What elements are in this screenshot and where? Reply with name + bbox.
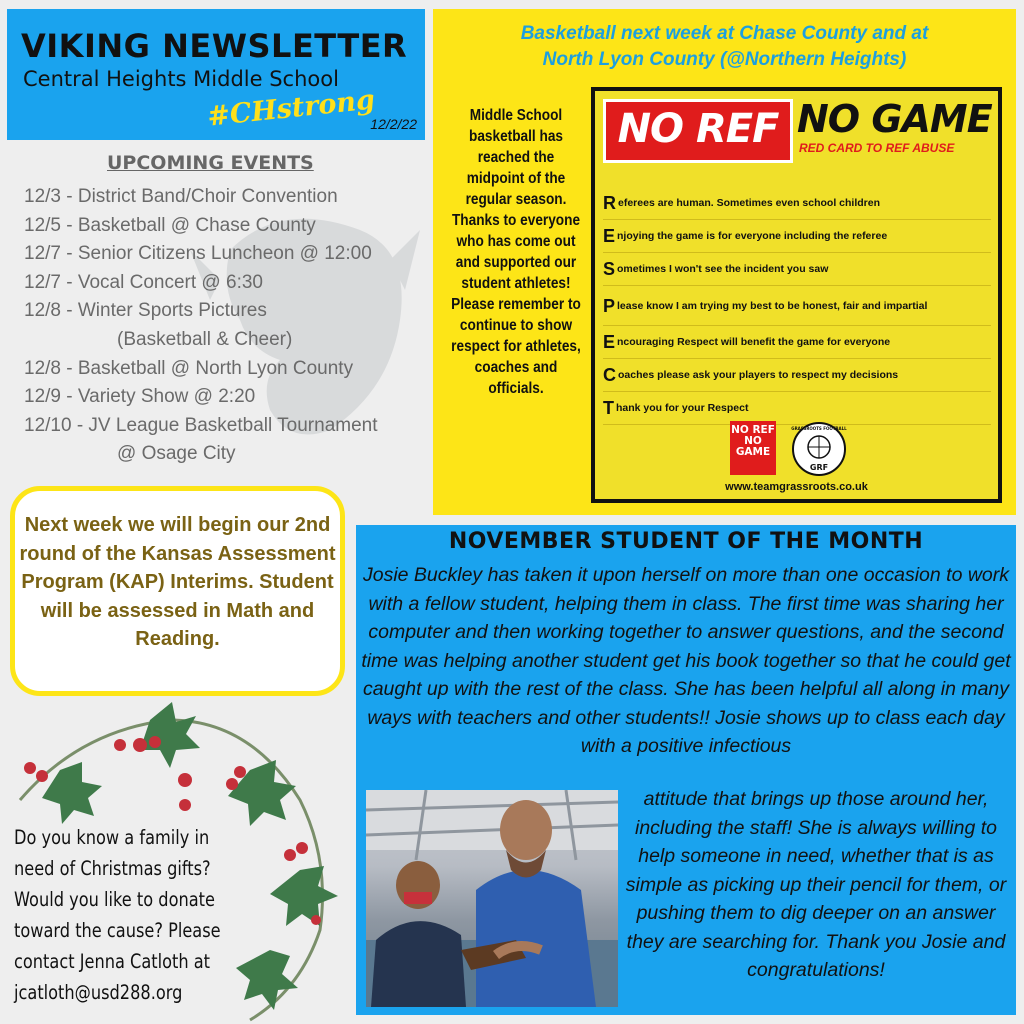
- event-item: 12/10 - JV League Basketball Tournament: [24, 414, 378, 436]
- basketball-heading-line: North Lyon County (@Northern Heights): [542, 49, 907, 70]
- event-item-continued: [24, 326, 419, 355]
- kap-text: Next week we will begin our 2nd round of the Kansas Assessment Program (KAP) Interims. Student will be assessed in Math and Reading.: [19, 514, 336, 650]
- event-item-detail: @ Osage City: [117, 443, 236, 465]
- event-item: 12/7 - Vocal Concert @ 6:30: [24, 271, 263, 293]
- basketball-heading: [433, 21, 1016, 73]
- student-photo: [366, 790, 618, 1007]
- grf-label: GRF: [809, 463, 829, 472]
- kap-announcement: [10, 486, 345, 696]
- event-item-continued: [24, 440, 419, 469]
- event-item: 12/5 - Basketball @ Chase County: [24, 214, 316, 236]
- newsletter-title: VIKING NEWSLETTER: [21, 27, 408, 65]
- respect-item: S ometimes I won't see the incident you saw: [603, 253, 991, 286]
- christmas-line: need of Christmas gifts?: [14, 857, 211, 880]
- christmas-line: Do you know a family in: [14, 826, 210, 849]
- respect-item: R eferees are human. Sometimes even school children: [603, 187, 991, 220]
- grf-ring-label: GRASSROOTS FOOTBALL: [791, 426, 847, 431]
- events-list: [24, 183, 419, 469]
- respect-item: C oaches please ask your players to respect my decisions: [603, 359, 991, 392]
- christmas-line: toward the cause? Please: [14, 919, 221, 942]
- event-item: 12/9 - Variety Show @ 2:20: [24, 386, 256, 408]
- hashtag: #CHstrong: [205, 84, 377, 133]
- respect-item: E njoying the game is for everyone including the referee: [603, 220, 991, 253]
- school-name: Central Heights Middle School: [23, 67, 339, 91]
- event-item: 12/7 - Senior Citizens Luncheon @ 12:00: [24, 243, 372, 265]
- event-item: 12/3 - District Band/Choir Convention: [24, 186, 338, 207]
- student-of-month-text: Josie Buckley has taken it upon herself on more than one occasion to work with a fellow student, helping them in class. The first time was sharing her computer and then working together to answer questions, and the second time was helping another student get his book together so that he could get caught up with the rest of the class. She has been helpful all along in many ways with teachers and other students!! Josie shows up to class each day with a positive infectious: [361, 564, 1011, 757]
- issue-date: 12/2/22: [370, 116, 417, 132]
- student-of-month-section: [356, 525, 1016, 1015]
- student-photo-illustration: [366, 790, 618, 1007]
- basketball-section: [433, 9, 1016, 515]
- contact-email: jcatloth@usd288.org: [14, 981, 183, 1004]
- christmas-line: contact Jenna Catloth at: [14, 950, 211, 973]
- event-item: 12/8 - Basketball @ North Lyon County: [24, 357, 354, 379]
- event-item-detail: (Basketball & Cheer): [117, 328, 293, 350]
- grassroots-football-logo: [791, 421, 847, 477]
- events-heading: UPCOMING EVENTS: [107, 152, 314, 174]
- student-of-month-text-continued: attitude that brings up those around her, including the staff! She is always willing to help someone in need, whether that is as simple as picking up their pencil for them, or pushing them to dig deeper on an answer they are searching for. Thank you Josie and congratulations!: [625, 788, 1007, 981]
- respect-item: P lease know I am trying my best to be honest, fair and impartial: [603, 286, 991, 326]
- newsletter-masthead: [7, 9, 425, 140]
- no-ref-no-game-poster: [591, 87, 1002, 503]
- no-ref-no-game-logo: NO REF NO GAME: [730, 421, 776, 475]
- respect-item: T hank you for your Respect: [603, 392, 991, 425]
- christmas-gifts-text: [14, 822, 242, 1008]
- no-ref-text: NO REF: [617, 106, 779, 152]
- christmas-line: Would you like to donate: [14, 888, 215, 911]
- basketball-text: Middle School basketball has reached the midpoint of the regular season. Thanks to everyone who has come out and supported our student athletes! Please remember to continue to show respect for athletes, coaches and officials.: [451, 107, 581, 397]
- basketball-heading-line: Basketball next week at Chase County and at: [520, 23, 929, 44]
- respect-list: [603, 187, 991, 425]
- poster-url: www.teamgrassroots.co.uk: [725, 481, 868, 493]
- event-item: 12/8 - Winter Sports Pictures: [24, 300, 267, 322]
- poster-subtitle: RED CARD TO REF ABUSE: [799, 141, 955, 155]
- student-of-month-heading: NOVEMBER STUDENT OF THE MONTH: [448, 529, 924, 554]
- no-game-text: NO GAME: [797, 97, 992, 141]
- no-ref-banner: [603, 99, 793, 163]
- respect-item: E ncouraging Respect will benefit the game for everyone: [603, 326, 991, 359]
